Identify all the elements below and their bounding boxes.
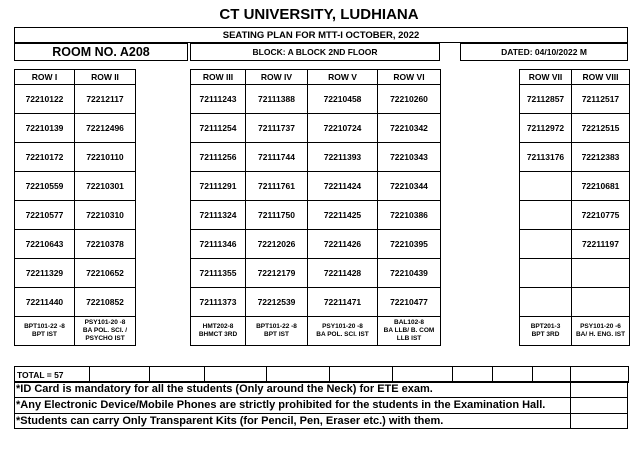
table-row	[15, 230, 136, 259]
roll-number-cell: 72210724	[308, 114, 378, 143]
roll-number-cell: 72211329	[15, 259, 75, 288]
subject-line: BA LLB/ B. COM	[383, 327, 435, 334]
roll-number-cell: 72112972	[520, 114, 572, 143]
roll-number-cell: 72210775	[572, 201, 630, 230]
roll-number-cell: 72210110	[75, 143, 136, 172]
subject-line: BA/ H. ENG. IST	[575, 331, 626, 338]
table-row	[191, 259, 441, 288]
column-header: ROW VI	[378, 70, 441, 85]
roll-number-cell: 72112857	[520, 85, 572, 114]
total-count: TOTAL = 57	[15, 367, 90, 383]
table-row	[520, 288, 630, 317]
roll-number-cell: 72111373	[191, 288, 246, 317]
roll-number-cell: 72210344	[378, 172, 441, 201]
roll-number-cell: 72212026	[246, 230, 308, 259]
roll-number-cell	[572, 259, 630, 288]
subject-line: BPT101-22 -8	[24, 323, 65, 330]
roll-number-cell: 72111291	[191, 172, 246, 201]
table-row	[191, 114, 441, 143]
table-row	[15, 288, 136, 317]
table-row	[15, 114, 136, 143]
table-row	[191, 288, 441, 317]
seating-plan-heading: SEATING PLAN FOR MTT-I OCTOBER, 2022	[14, 27, 628, 43]
roll-number-cell	[572, 288, 630, 317]
roll-number-cell: 72111388	[246, 85, 308, 114]
column-header: ROW II	[75, 70, 136, 85]
roll-number-cell: 72210559	[15, 172, 75, 201]
table-row	[520, 259, 630, 288]
roll-number-cell: 72210577	[15, 201, 75, 230]
roll-number-cell: 72111355	[191, 259, 246, 288]
roll-number-cell: 72211425	[308, 201, 378, 230]
table-row	[15, 85, 136, 114]
subject-code-cell	[378, 317, 441, 346]
table-row	[191, 143, 441, 172]
table-row	[520, 172, 630, 201]
table-row	[15, 172, 136, 201]
roll-number-cell: 72111346	[191, 230, 246, 259]
roll-number-cell: 72111761	[246, 172, 308, 201]
roll-number-cell: 72212383	[572, 143, 630, 172]
table-row	[520, 114, 630, 143]
roll-number-cell: 72212496	[75, 114, 136, 143]
roll-number-cell: 72210310	[75, 201, 136, 230]
table-row	[191, 230, 441, 259]
subject-line: BPT 3RD	[531, 331, 560, 338]
roll-number-cell: 72210122	[15, 85, 75, 114]
roll-number-cell	[520, 172, 572, 201]
roll-number-cell	[520, 201, 572, 230]
roll-number-cell: 72111256	[191, 143, 246, 172]
table-row	[15, 259, 136, 288]
roll-number-cell: 72111254	[191, 114, 246, 143]
roll-number-cell: 72210260	[378, 85, 441, 114]
roll-number-cell: 72212179	[246, 259, 308, 288]
roll-number-cell: 72210378	[75, 230, 136, 259]
subject-code-cell	[191, 317, 246, 346]
roll-number-cell: 72112517	[572, 85, 630, 114]
subject-line: BAL102-8	[394, 319, 424, 326]
roll-number-cell: 72111324	[191, 201, 246, 230]
roll-number-cell: 72111737	[246, 114, 308, 143]
table-row	[191, 201, 441, 230]
column-header: ROW I	[15, 70, 75, 85]
roll-number-cell: 72211471	[308, 288, 378, 317]
column-header: ROW VIII	[572, 70, 630, 85]
table-row	[520, 230, 630, 259]
subject-line: PSY101-20 -6	[580, 323, 621, 330]
note-electronic-devices: *Any Electronic Device/Mobile Phones are strictly prohibited for the students in the Examination Hall.	[16, 399, 546, 411]
roll-number-cell: 72210395	[378, 230, 441, 259]
subject-line: BHMCT 3RD	[198, 331, 238, 338]
roll-number-cell: 72210477	[378, 288, 441, 317]
note-id-card: *ID Card is mandatory for all the students (Only around the Neck) for ETE exam.	[16, 383, 433, 395]
seating-table-rows-1-2	[14, 69, 136, 346]
roll-number-cell: 72210301	[75, 172, 136, 201]
note-transparent-kits: *Students can carry Only Transparent Kits (for Pencil, Pen, Eraser etc.) with them.	[16, 415, 444, 427]
roll-number-cell: 72212515	[572, 114, 630, 143]
table-row	[191, 172, 441, 201]
table-row	[520, 201, 630, 230]
subject-line: LLB IST	[396, 335, 422, 342]
roll-number-cell: 72211424	[308, 172, 378, 201]
column-header: ROW III	[191, 70, 246, 85]
subject-line: BPT201-3	[530, 323, 561, 330]
roll-number-cell	[520, 230, 572, 259]
university-title: CT UNIVERSITY, LUDHIANA	[219, 6, 419, 23]
roll-number-cell: 72111744	[246, 143, 308, 172]
roll-number-cell: 72113176	[520, 143, 572, 172]
subject-line: BPT IST	[32, 331, 57, 338]
column-header: ROW V	[308, 70, 378, 85]
roll-number-cell: 72212539	[246, 288, 308, 317]
room-number: ROOM NO. A208	[14, 43, 188, 61]
subject-code-cell	[572, 317, 630, 346]
roll-number-cell: 72210386	[378, 201, 441, 230]
subject-line: BPT IST	[264, 331, 289, 338]
roll-number-cell: 72210681	[572, 172, 630, 201]
roll-number-cell: 72111243	[191, 85, 246, 114]
subject-line: PSY101-20 -8	[322, 323, 363, 330]
seating-table-rows-3-6	[190, 69, 441, 346]
table-row	[15, 143, 136, 172]
roll-number-cell	[520, 288, 572, 317]
roll-number-cell: 72211393	[308, 143, 378, 172]
roll-number-cell: 72210139	[15, 114, 75, 143]
roll-number-cell: 72210458	[308, 85, 378, 114]
roll-number-cell: 72210342	[378, 114, 441, 143]
table-row	[520, 85, 630, 114]
roll-number-cell: 72210343	[378, 143, 441, 172]
table-row	[520, 143, 630, 172]
roll-number-cell: 72211426	[308, 230, 378, 259]
roll-number-cell: 72212117	[75, 85, 136, 114]
subject-code-cell	[15, 317, 75, 346]
roll-number-cell: 72111750	[246, 201, 308, 230]
column-header: ROW IV	[246, 70, 308, 85]
subject-line: BA POL. SCI. /	[82, 327, 128, 334]
subject-code-cell	[308, 317, 378, 346]
subject-line: BPT101-22 -8	[256, 323, 297, 330]
subject-line: PSYCHO IST	[85, 335, 125, 342]
roll-number-cell: 72210643	[15, 230, 75, 259]
roll-number-cell: 72210172	[15, 143, 75, 172]
subject-line: PSY101-20 -8	[84, 319, 126, 326]
subject-code-cell	[520, 317, 572, 346]
table-row	[15, 201, 136, 230]
seating-table-rows-7-8	[519, 69, 630, 346]
roll-number-cell: 72210439	[378, 259, 441, 288]
table-row	[191, 85, 441, 114]
subject-code-cell	[246, 317, 308, 346]
subject-line: HMT202-8	[202, 323, 234, 330]
subject-line: BA POL. SCI. IST	[316, 331, 369, 338]
column-header: ROW VII	[520, 70, 572, 85]
roll-number-cell: 72210652	[75, 259, 136, 288]
subject-code-cell	[75, 317, 136, 346]
roll-number-cell: 72211428	[308, 259, 378, 288]
roll-number-cell: 72210852	[75, 288, 136, 317]
roll-number-cell: 72211197	[572, 230, 630, 259]
date-label: DATED: 04/10/2022 M	[460, 43, 628, 61]
block-label: BLOCK: A BLOCK 2ND FLOOR	[190, 43, 440, 61]
roll-number-cell: 72211440	[15, 288, 75, 317]
roll-number-cell	[520, 259, 572, 288]
